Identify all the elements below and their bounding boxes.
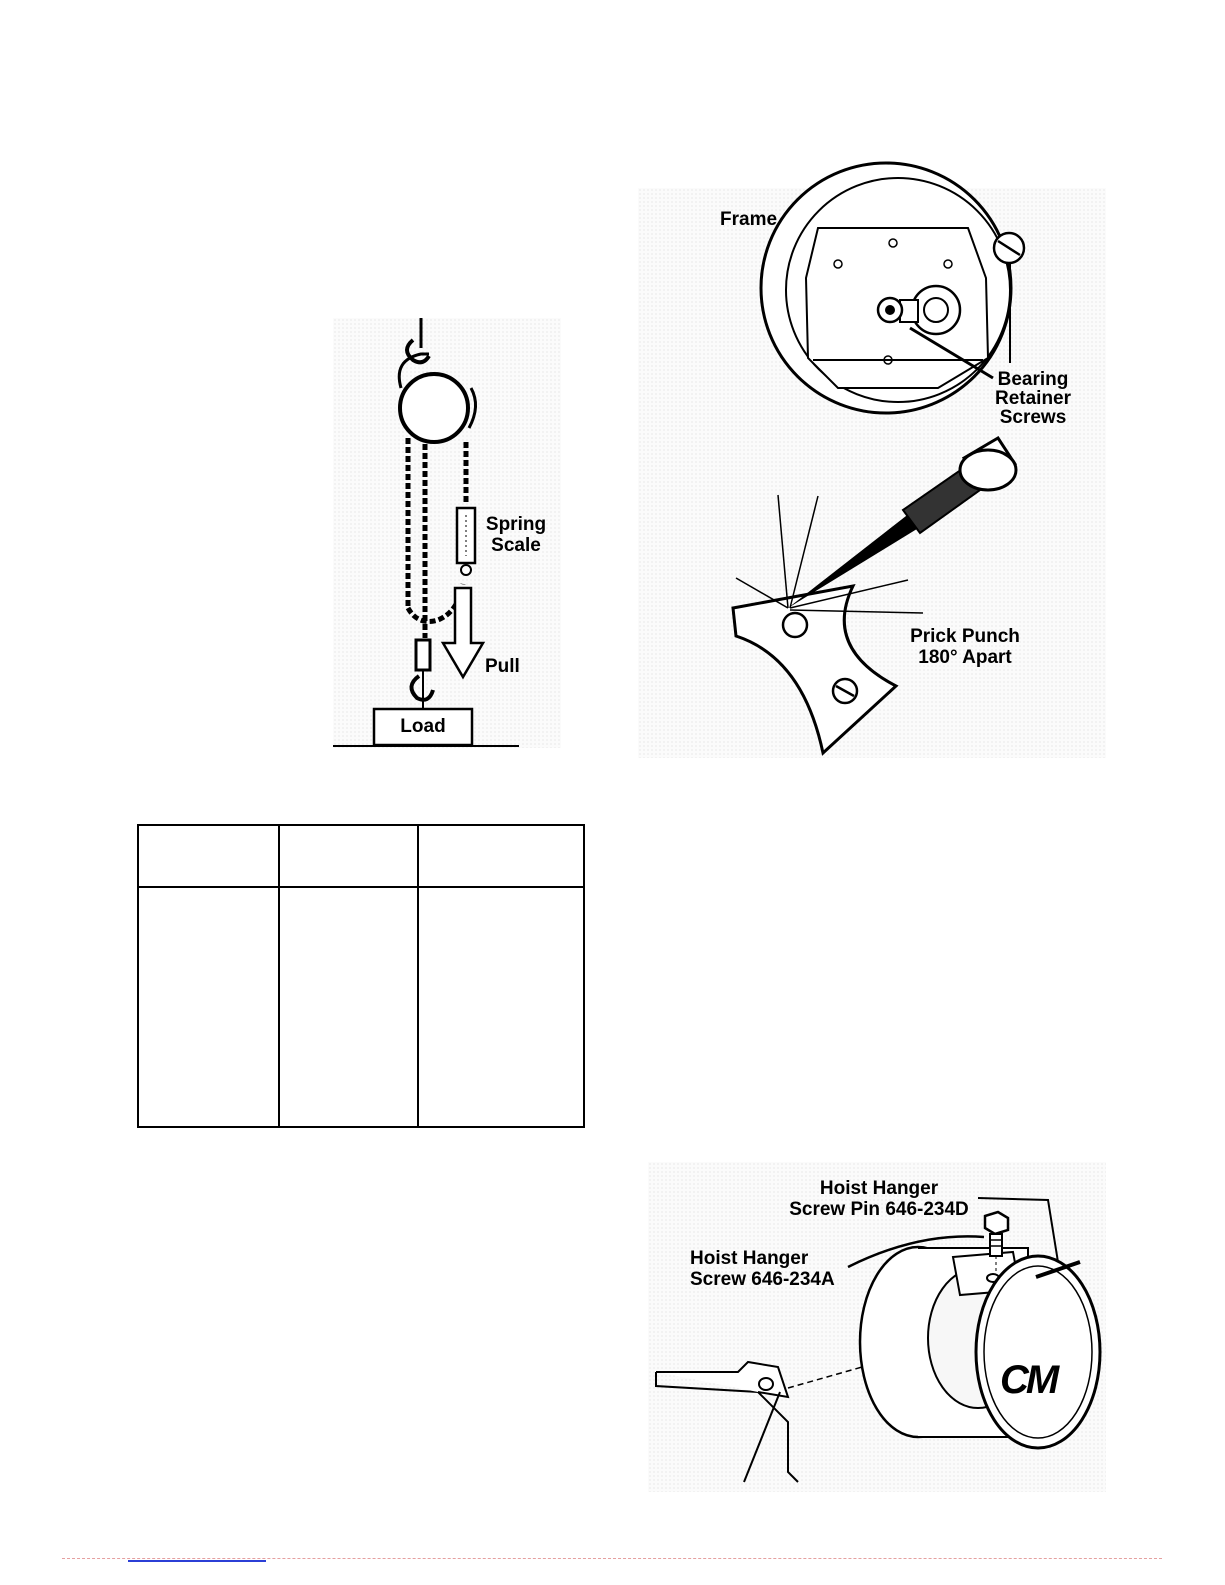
prick-punch-label: Prick Punch 180° Apart [910, 626, 1020, 668]
chain-test-figure [333, 318, 561, 748]
bearing-retainer-screws-label: Bearing Retainer Screws [994, 369, 1072, 428]
table-header-row [138, 825, 584, 887]
hoist-hanger-figure [648, 1162, 1106, 1492]
table-cell [138, 887, 279, 1127]
table-cell [279, 887, 418, 1127]
hoist-hanger-screw-label: Hoist Hanger Screw 646-234A [690, 1248, 835, 1290]
table-header-cell-1 [138, 825, 279, 887]
hoist-hanger-screw-pin-label: Hoist Hanger Screw Pin 646-234D [789, 1178, 969, 1220]
footer-link[interactable] [128, 1560, 266, 1562]
spring-scale-label: Spring Scale [485, 514, 547, 556]
table-header-cell-2 [279, 825, 418, 887]
pull-label: Pull [485, 656, 520, 677]
spec-table [137, 824, 585, 1128]
table-header-cell-3 [418, 825, 584, 887]
cm-logo: CM [1000, 1358, 1057, 1402]
load-label: Load [400, 716, 446, 737]
frame-bearing-figure [638, 188, 1106, 758]
frame-drawing [638, 188, 1106, 758]
table-row [138, 887, 584, 1127]
frame-label: Frame [720, 209, 778, 230]
footer-rule [62, 1558, 1162, 1559]
table-cell [418, 887, 584, 1127]
